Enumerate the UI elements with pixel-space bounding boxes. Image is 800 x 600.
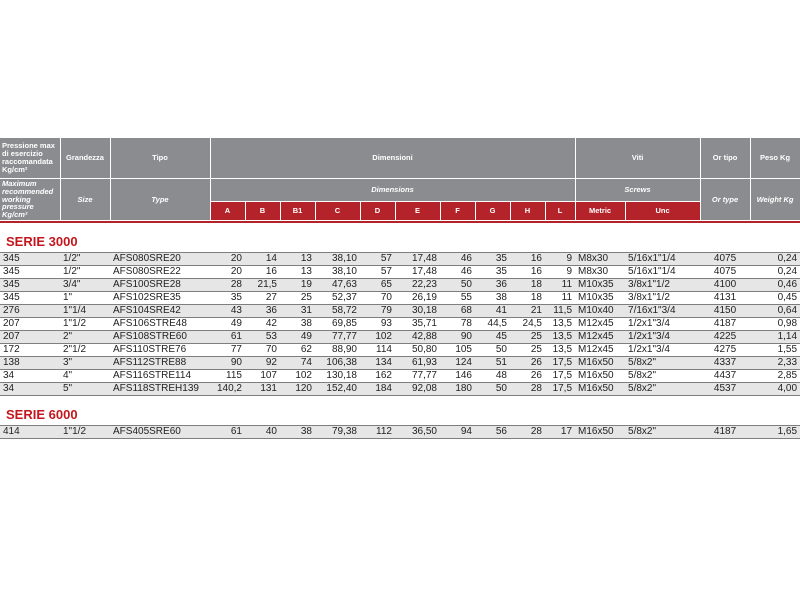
cell-pressure: 414 <box>0 426 60 439</box>
cell-f: 90 <box>440 331 475 344</box>
cell-a: 49 <box>210 318 245 331</box>
cell-pressure: 207 <box>0 318 60 331</box>
cell-l: 9 <box>545 266 575 279</box>
cell-pressure: 34 <box>0 370 60 383</box>
cell-weight: 4,00 <box>750 383 800 396</box>
cell-f: 46 <box>440 253 475 266</box>
cell-metric: M8x30 <box>575 253 625 266</box>
header-type: Type <box>110 179 210 221</box>
cell-c: 58,72 <box>315 305 360 318</box>
cell-a: 61 <box>210 331 245 344</box>
cell-e: 77,77 <box>395 370 440 383</box>
cell-b1: 38 <box>280 426 315 439</box>
cell-type: AFS102SRE35 <box>110 292 210 305</box>
cell-c: 130,18 <box>315 370 360 383</box>
cell-c: 38,10 <box>315 266 360 279</box>
cell-type: AFS108STRE60 <box>110 331 210 344</box>
header-tipo: Tipo <box>110 138 210 179</box>
cell-type: AFS112STRE88 <box>110 357 210 370</box>
cell-b1: 49 <box>280 331 315 344</box>
cell-l: 11 <box>545 279 575 292</box>
header-dim-d: D <box>360 202 395 221</box>
cell-l: 11 <box>545 292 575 305</box>
cell-or-type: 4337 <box>700 357 750 370</box>
cell-l: 17,5 <box>545 383 575 396</box>
header-weight: Weight Kg <box>750 179 800 221</box>
cell-weight: 2,33 <box>750 357 800 370</box>
cell-g: 36 <box>475 279 510 292</box>
cell-c: 52,37 <box>315 292 360 305</box>
header-grandezza: Grandezza <box>60 138 110 179</box>
cell-metric: M10x40 <box>575 305 625 318</box>
product-table-wrapper <box>0 138 800 439</box>
cell-g: 35 <box>475 266 510 279</box>
cell-e: 92,08 <box>395 383 440 396</box>
cell-c: 79,38 <box>315 426 360 439</box>
cell-type: AFS080SRE20 <box>110 253 210 266</box>
cell-f: 105 <box>440 344 475 357</box>
cell-l: 17,5 <box>545 370 575 383</box>
cell-type: AFS116STRE114 <box>110 370 210 383</box>
cell-a: 35 <box>210 292 245 305</box>
cell-a: 77 <box>210 344 245 357</box>
cell-g: 56 <box>475 426 510 439</box>
cell-b1: 74 <box>280 357 315 370</box>
cell-b1: 120 <box>280 383 315 396</box>
header-peso: Peso Kg <box>750 138 800 179</box>
cell-b: 107 <box>245 370 280 383</box>
header-dim-a: A <box>210 202 245 221</box>
cell-l: 13,5 <box>545 318 575 331</box>
cell-g: 41 <box>475 305 510 318</box>
cell-f: 55 <box>440 292 475 305</box>
cell-b1: 25 <box>280 292 315 305</box>
table-row <box>0 266 800 279</box>
header-dimensioni: Dimensioni <box>210 138 575 179</box>
cell-a: 90 <box>210 357 245 370</box>
table-body <box>0 221 800 439</box>
cell-l: 17,5 <box>545 357 575 370</box>
cell-g: 35 <box>475 253 510 266</box>
cell-b: 36 <box>245 305 280 318</box>
cell-weight: 1,65 <box>750 426 800 439</box>
table-row <box>0 357 800 370</box>
cell-b: 70 <box>245 344 280 357</box>
cell-metric: M8x30 <box>575 266 625 279</box>
cell-b1: 102 <box>280 370 315 383</box>
cell-g: 50 <box>475 383 510 396</box>
cell-e: 42,88 <box>395 331 440 344</box>
cell-g: 48 <box>475 370 510 383</box>
cell-unc: 5/8x2" <box>625 357 700 370</box>
cell-size: 1"1/4 <box>60 305 110 318</box>
cell-unc: 1/2x1"3/4 <box>625 318 700 331</box>
table-row <box>0 292 800 305</box>
table-row <box>0 279 800 292</box>
cell-size: 1/2" <box>60 253 110 266</box>
cell-d: 102 <box>360 331 395 344</box>
cell-b1: 13 <box>280 266 315 279</box>
cell-e: 22,23 <box>395 279 440 292</box>
header-dim-b1: B1 <box>280 202 315 221</box>
table-row <box>0 253 800 266</box>
cell-or-type: 4150 <box>700 305 750 318</box>
cell-or-type: 4275 <box>700 344 750 357</box>
cell-type: AFS118STREH139 <box>110 383 210 396</box>
cell-b1: 31 <box>280 305 315 318</box>
cell-b: 131 <box>245 383 280 396</box>
cell-h: 16 <box>510 253 545 266</box>
cell-h: 28 <box>510 383 545 396</box>
cell-f: 46 <box>440 266 475 279</box>
cell-weight: 1,14 <box>750 331 800 344</box>
cell-g: 50 <box>475 344 510 357</box>
cell-e: 36,50 <box>395 426 440 439</box>
cell-weight: 0,24 <box>750 253 800 266</box>
cell-metric: M12x45 <box>575 331 625 344</box>
cell-unc: 3/8x1"1/2 <box>625 292 700 305</box>
header-row-english <box>0 179 800 202</box>
cell-metric: M16x50 <box>575 426 625 439</box>
table-row <box>0 318 800 331</box>
cell-type: AFS106STRE48 <box>110 318 210 331</box>
cell-metric: M16x50 <box>575 383 625 396</box>
cell-size: 1/2" <box>60 266 110 279</box>
cell-b1: 38 <box>280 318 315 331</box>
cell-h: 18 <box>510 292 545 305</box>
cell-size: 4" <box>60 370 110 383</box>
cell-d: 162 <box>360 370 395 383</box>
cell-weight: 1,55 <box>750 344 800 357</box>
cell-pressure: 345 <box>0 253 60 266</box>
cell-f: 68 <box>440 305 475 318</box>
cell-f: 94 <box>440 426 475 439</box>
cell-or-type: 4075 <box>700 266 750 279</box>
header-screws: Screws <box>575 179 700 202</box>
cell-a: 115 <box>210 370 245 383</box>
cell-c: 88,90 <box>315 344 360 357</box>
cell-d: 93 <box>360 318 395 331</box>
cell-unc: 1/2x1"3/4 <box>625 331 700 344</box>
cell-b: 14 <box>245 253 280 266</box>
cell-e: 61,93 <box>395 357 440 370</box>
cell-c: 77,77 <box>315 331 360 344</box>
cell-c: 47,63 <box>315 279 360 292</box>
cell-b: 40 <box>245 426 280 439</box>
cell-f: 50 <box>440 279 475 292</box>
cell-type: AFS110STRE76 <box>110 344 210 357</box>
cell-b: 53 <box>245 331 280 344</box>
header-viti: Viti <box>575 138 700 179</box>
cell-unc: 7/16x1"3/4 <box>625 305 700 318</box>
header-dim-c: C <box>315 202 360 221</box>
serie-row <box>0 223 800 253</box>
cell-or-type: 4225 <box>700 331 750 344</box>
cell-size: 3" <box>60 357 110 370</box>
cell-g: 51 <box>475 357 510 370</box>
header-dimensions: Dimensions <box>210 179 575 202</box>
cell-l: 13,5 <box>545 331 575 344</box>
cell-b1: 13 <box>280 253 315 266</box>
cell-pressure: 345 <box>0 279 60 292</box>
cell-or-type: 4075 <box>700 253 750 266</box>
header-dim-g: G <box>475 202 510 221</box>
cell-or-type: 4100 <box>700 279 750 292</box>
cell-size: 1"1/2 <box>60 318 110 331</box>
cell-c: 152,40 <box>315 383 360 396</box>
header-dim-h: H <box>510 202 545 221</box>
cell-a: 28 <box>210 279 245 292</box>
product-spec-table <box>0 138 800 439</box>
cell-unc: 5/16x1"1/4 <box>625 266 700 279</box>
header-or-type: Or type <box>700 179 750 221</box>
cell-or-type: 4131 <box>700 292 750 305</box>
cell-e: 50,80 <box>395 344 440 357</box>
header-dim-b: B <box>245 202 280 221</box>
serie-title: SERIE 3000 <box>6 234 78 249</box>
cell-size: 1"1/2 <box>60 426 110 439</box>
cell-unc: 5/16x1"1/4 <box>625 253 700 266</box>
serie-row <box>0 396 800 426</box>
cell-f: 124 <box>440 357 475 370</box>
header-dim-l: L <box>545 202 575 221</box>
cell-h: 28 <box>510 426 545 439</box>
cell-h: 21 <box>510 305 545 318</box>
cell-e: 17,48 <box>395 253 440 266</box>
cell-a: 20 <box>210 266 245 279</box>
cell-size: 5" <box>60 383 110 396</box>
cell-c: 38,10 <box>315 253 360 266</box>
cell-size: 3/4" <box>60 279 110 292</box>
serie-title: SERIE 6000 <box>6 407 78 422</box>
cell-e: 26,19 <box>395 292 440 305</box>
cell-unc: 3/8x1"1/2 <box>625 279 700 292</box>
header-pressure-en: Maximum recommended working pressure Kg/cm² <box>0 179 60 221</box>
cell-l: 17 <box>545 426 575 439</box>
header-size: Size <box>60 179 110 221</box>
cell-metric: M10x35 <box>575 279 625 292</box>
cell-e: 30,18 <box>395 305 440 318</box>
cell-b: 92 <box>245 357 280 370</box>
cell-pressure: 138 <box>0 357 60 370</box>
cell-metric: M10x35 <box>575 292 625 305</box>
cell-d: 57 <box>360 253 395 266</box>
cell-g: 38 <box>475 292 510 305</box>
cell-type: AFS080SRE22 <box>110 266 210 279</box>
table-row <box>0 344 800 357</box>
cell-d: 184 <box>360 383 395 396</box>
header-or-tipo: Or tipo <box>700 138 750 179</box>
cell-size: 2"1/2 <box>60 344 110 357</box>
cell-a: 61 <box>210 426 245 439</box>
cell-type: AFS405SRE60 <box>110 426 210 439</box>
cell-or-type: 4187 <box>700 318 750 331</box>
cell-l: 11,5 <box>545 305 575 318</box>
cell-e: 35,71 <box>395 318 440 331</box>
cell-h: 16 <box>510 266 545 279</box>
cell-unc: 1/2x1"3/4 <box>625 344 700 357</box>
cell-d: 65 <box>360 279 395 292</box>
cell-e: 17,48 <box>395 266 440 279</box>
cell-h: 18 <box>510 279 545 292</box>
cell-metric: M12x45 <box>575 318 625 331</box>
cell-pressure: 34 <box>0 383 60 396</box>
cell-type: AFS104SRE42 <box>110 305 210 318</box>
cell-g: 45 <box>475 331 510 344</box>
cell-pressure: 276 <box>0 305 60 318</box>
cell-b: 27 <box>245 292 280 305</box>
cell-b: 16 <box>245 266 280 279</box>
cell-or-type: 4187 <box>700 426 750 439</box>
cell-d: 57 <box>360 266 395 279</box>
cell-metric: M16x50 <box>575 370 625 383</box>
cell-h: 25 <box>510 344 545 357</box>
header-unc: Unc <box>625 202 700 221</box>
cell-metric: M16x50 <box>575 357 625 370</box>
cell-d: 79 <box>360 305 395 318</box>
cell-d: 114 <box>360 344 395 357</box>
cell-h: 26 <box>510 370 545 383</box>
table-row <box>0 426 800 439</box>
cell-c: 69,85 <box>315 318 360 331</box>
cell-a: 140,2 <box>210 383 245 396</box>
cell-size: 1" <box>60 292 110 305</box>
cell-f: 180 <box>440 383 475 396</box>
header-metric: Metric <box>575 202 625 221</box>
cell-weight: 0,46 <box>750 279 800 292</box>
cell-weight: 0,45 <box>750 292 800 305</box>
cell-weight: 0,24 <box>750 266 800 279</box>
cell-size: 2" <box>60 331 110 344</box>
cell-or-type: 4437 <box>700 370 750 383</box>
cell-metric: M12x45 <box>575 344 625 357</box>
cell-b: 21,5 <box>245 279 280 292</box>
cell-h: 24,5 <box>510 318 545 331</box>
table-row <box>0 383 800 396</box>
cell-l: 13,5 <box>545 344 575 357</box>
cell-d: 112 <box>360 426 395 439</box>
header-row-italian <box>0 138 800 179</box>
header-pressione: Pressione max di esercizio raccomandata Kg/cm² <box>0 138 60 179</box>
cell-or-type: 4537 <box>700 383 750 396</box>
cell-b1: 19 <box>280 279 315 292</box>
cell-g: 44,5 <box>475 318 510 331</box>
header-dim-e: E <box>395 202 440 221</box>
cell-pressure: 207 <box>0 331 60 344</box>
table-row <box>0 305 800 318</box>
cell-unc: 5/8x2" <box>625 370 700 383</box>
cell-unc: 5/8x2" <box>625 383 700 396</box>
cell-a: 20 <box>210 253 245 266</box>
cell-d: 134 <box>360 357 395 370</box>
cell-weight: 0,64 <box>750 305 800 318</box>
cell-weight: 2,85 <box>750 370 800 383</box>
cell-h: 26 <box>510 357 545 370</box>
header-dim-f: F <box>440 202 475 221</box>
cell-l: 9 <box>545 253 575 266</box>
cell-h: 25 <box>510 331 545 344</box>
cell-f: 78 <box>440 318 475 331</box>
cell-f: 146 <box>440 370 475 383</box>
cell-b: 42 <box>245 318 280 331</box>
cell-a: 43 <box>210 305 245 318</box>
cell-d: 70 <box>360 292 395 305</box>
cell-pressure: 172 <box>0 344 60 357</box>
table-row <box>0 331 800 344</box>
cell-pressure: 345 <box>0 292 60 305</box>
cell-c: 106,38 <box>315 357 360 370</box>
table-row <box>0 370 800 383</box>
cell-unc: 5/8x2" <box>625 426 700 439</box>
cell-weight: 0,98 <box>750 318 800 331</box>
cell-pressure: 345 <box>0 266 60 279</box>
cell-b1: 62 <box>280 344 315 357</box>
cell-type: AFS100SRE28 <box>110 279 210 292</box>
